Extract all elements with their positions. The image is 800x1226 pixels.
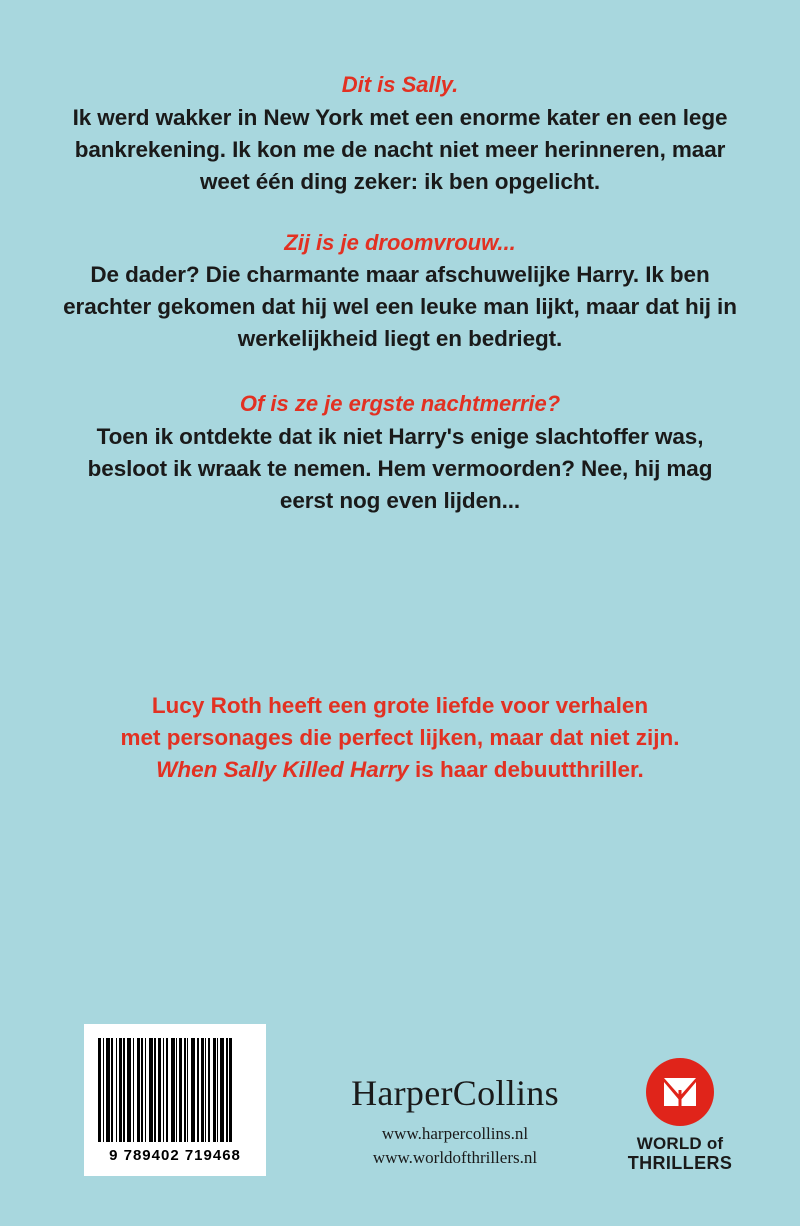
blurb-lead-2: Zij is je droomvrouw... (284, 229, 516, 255)
author-name: Lucy Roth (151, 693, 262, 718)
publisher-block (290, 1072, 620, 1170)
publisher-url-2: www.worldofthrillers.nl (372, 1147, 538, 1167)
blurb-body-2: De dader? Die charmante maar afschuwelijke Harry. Ik ben erachter gekomen dat hij wel een leuke man lijkt, maar dat hij in werkelijkheid liegt en bedriegt. (63, 262, 737, 352)
blurb-lead-1: Dit is Sally. (341, 72, 459, 97)
blurb-body-3: Toen ik ontdekte dat ik niet Harry's enige slachtoffer was, besloot ik wraak te nemen. Hem vermoorden? Nee, hij mag eerst nog even lijden... (87, 423, 713, 513)
blurb-text-block (60, 70, 740, 551)
book-title: When Sally Killed Harry (156, 756, 409, 782)
blurb-section-1 (60, 70, 740, 198)
open-book-icon (644, 1056, 716, 1128)
imprint-line-1: WORLD of (636, 1133, 724, 1153)
blurb-section-2 (60, 228, 740, 356)
blurb-body-1: Ik werd wakker in New York met een enorme kater en een lege bankrekening. Ik kon me de nacht niet meer herinneren, maar weet één ding zeker: ik ben opgelicht. (72, 104, 728, 194)
blurb-lead-3: Of is ze je ergste nachtmerrie? (239, 391, 561, 416)
barcode-bars (98, 1038, 252, 1142)
world-of-thrillers-logo (620, 1056, 740, 1174)
imprint-line-2: THRILLERS (627, 1153, 733, 1174)
cover-footer (0, 966, 800, 1226)
author-note-line2: met personages die perfect lijken, maar dat niet zijn. (120, 724, 680, 750)
barcode (84, 1024, 266, 1176)
publisher-name: HarperCollins (351, 1072, 559, 1113)
author-note (60, 690, 740, 786)
publisher-url-1: www.harpercollins.nl (381, 1123, 529, 1143)
blurb-section-3 (60, 389, 740, 517)
author-note-line3: is haar debuutthriller. (408, 756, 644, 782)
barcode-number: 9 789402 719468 (109, 1147, 241, 1164)
author-note-line1: heeft een grote liefde voor verhalen (261, 693, 649, 718)
